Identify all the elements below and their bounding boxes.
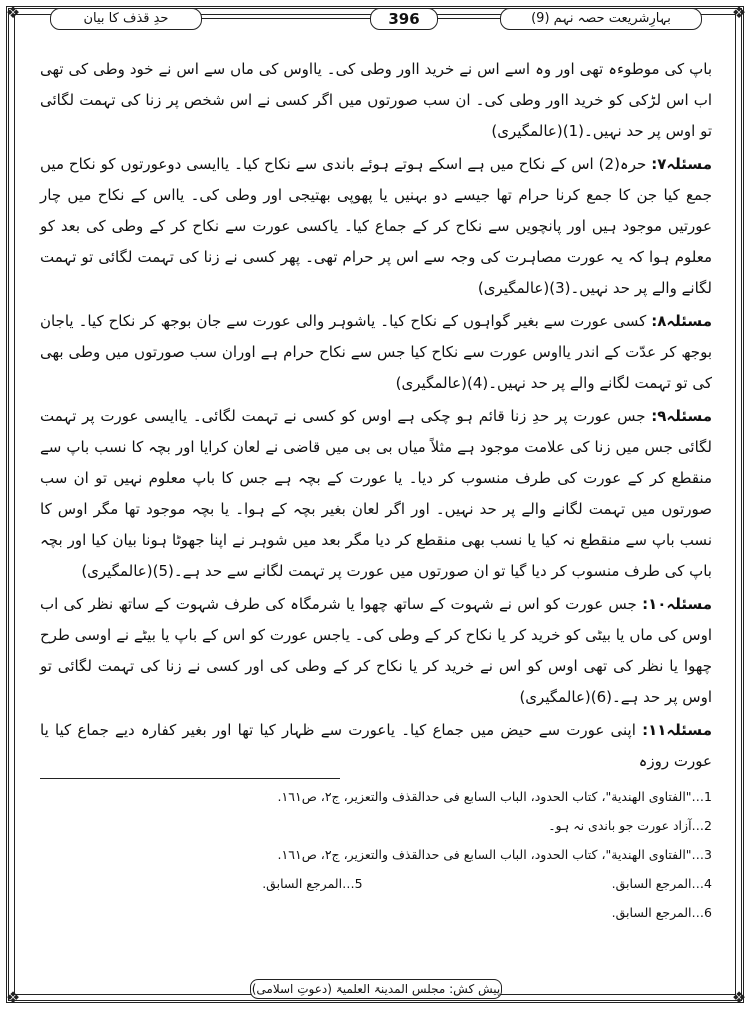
corner-ornament-top-right: ❖ [731, 3, 747, 22]
page-footer: پیش کش: مجلس المدینۃ العلمیۃ (دعوتِ اسلامی) [250, 979, 502, 999]
footnote-number: 5 [354, 876, 363, 891]
paragraph [40, 54, 712, 147]
footnote: 1…"الفتاوی الهندیة"، کتاب الحدود، الباب السابع فی حدالقذف والتعزیر، ج٢، ص١٦١. [277, 789, 712, 804]
paragraph-text: باپ کی موطوءہ تھی اور وہ اسے اس نے خرید ااور وطی کی۔ یااوس کی ماں سے اس نے خود وطی کی تھی اب اس لڑکی کو خرید ااور وطی کی۔ ان سب صورتوں میں اگر کسی نے اس شخص پر زنا کی تہمت لگائی تو اوس پر حد نہیں۔(1)(عالمگیری) [40, 60, 712, 140]
paragraph-text: اپنی عورت سے حیض میں جماع کیا۔ یاعورت سے ظہار کیا تھا اور بغیر کفارہ دیے جماع کیا یا عورت روزہ [40, 721, 712, 770]
main-text [40, 54, 712, 779]
paragraph-text: کسی عورت سے بغیر گواہوں کے نکاح کیا۔ یاشوہر والی عورت سے جان بوجھ کر نکاح کیا۔ یاجان بوجھ کر عدّت کے اندر یااوس عورت سے نکاح کیا جس سے نکاح حرام ہے اوران سب صورتوں میں وطی بھی کی تو تہمت لگانے والے پر حد نہیں۔(4)(عالمگیری) [40, 312, 712, 392]
footnote-separator [40, 778, 340, 779]
footnote-text: "الفتاوی الهندیة"، کتاب الحدود، الباب السابع فی حدالقذف والتعزیر، ج٢، ص١٦١. [277, 789, 692, 804]
paragraph-text: جس عورت پر حدِ زنا قائم ہو چکی ہے اوس کو کسی نے تہمت لگائی۔ یاایسی عورت پر تہمت لگائی جس میں زنا کی علامت موجود ہے مثلاً میاں بی بی میں قاضی نے لعان کرایا اور بچہ کا نسب باپ سے منقطع کر کے عورت کی طرف منسوب کر دیا۔ یا عورت کے بچہ ہے جس کا باپ معلوم نہیں تو ان سب صورتوں میں تہمت لگانے والے پر حد نہیں۔ اور اگر لعان بغیر بچہ کے ہوا۔ یا بچہ موجود تھا مگر اوس کا نسب باپ سے منقطع نہ کیا یا نسب بھی منقطع کر دیا مگر بعد میں شوہر نے اپنا جھوٹا ہونا بیان کیا اور بچہ باپ کی طرف منسوب کر دیا گیا تو ان صورتوں میں عورت پر تہمت لگانے سے حد ہے۔(5)(عالمگیری) [40, 407, 712, 580]
footnote: 5…المرجع السابق. [262, 876, 363, 891]
footnote-number: 2 [704, 818, 712, 833]
footnotes [40, 782, 712, 927]
footnote-number: 4 [704, 876, 712, 891]
footnote: 6…المرجع السابق. [611, 905, 712, 920]
paragraph [40, 306, 712, 399]
paragraph [40, 589, 712, 713]
paragraph [40, 149, 712, 304]
paragraph-text: جس عورت کو اس نے شہوت کے ساتھ چھوا یا شرمگاہ کی طرف شہوت کے ساتھ نظر کی اب اوس کی ماں یا بیٹی کو خرید کر یا نکاح کر کے وطی کی۔ یاجس عورت کو اس کے باپ یا بیٹے نے اوسی طرح چھوا یا نظر کی تھی اوس کو اس نے خرید کر یا نکاح کر کے وطی کی اور کسی نے زنا کی تہمت لگائی تو اوس پر حد ہے۔(6)(عالمگیری) [40, 595, 712, 706]
footnote-text: المرجع السابق. [611, 876, 692, 891]
footnote: 4…المرجع السابق. [611, 876, 712, 891]
chapter-title: حدِ قذف کا بیان [50, 8, 202, 30]
page-number: 396 [370, 8, 438, 30]
header-divider [436, 18, 502, 19]
footnote-row [40, 869, 712, 898]
footnote-number: 1 [704, 789, 712, 804]
footnote-text: "الفتاوی الهندیة"، کتاب الحدود، الباب السابع فی حدالقذف والتعزیر، ج٢، ص١٦١. [277, 847, 692, 862]
corner-ornament-bottom-left: ❖ [5, 988, 21, 1007]
header-divider [200, 18, 370, 19]
paragraph [40, 715, 712, 777]
page-header [50, 8, 702, 30]
footnote-text: آزاد عورت جو باندی نہ ہو۔ [548, 818, 692, 833]
book-title: بہارِشریعت حصہ نہم (9) [500, 8, 702, 30]
corner-ornament-bottom-right: ❖ [731, 988, 747, 1007]
masala-label: مسئلہ۱۱: [642, 721, 712, 739]
footnote-number: 6 [704, 905, 712, 920]
footnote-text: المرجع السابق. [611, 905, 692, 920]
footnote-number: 3 [704, 847, 712, 862]
footnote-text: المرجع السابق. [262, 876, 343, 891]
masala-label: مسئلہ۹: [651, 407, 712, 425]
masala-label: مسئلہ۸: [651, 312, 712, 330]
footnote: 3…"الفتاوی الهندیة"، کتاب الحدود، الباب السابع فی حدالقذف والتعزیر، ج٢، ص١٦١. [277, 847, 712, 862]
masala-label: مسئلہ۱۰: [642, 595, 712, 613]
paragraph-text: حرہ(2) اس کے نکاح میں ہے اسکے ہوتے ہوئے باندی سے نکاح کیا۔ یاایسی دوعورتوں کو نکاح میں جمع کیا جن کا جمع کرنا حرام تھا جیسے دو بہنیں یا پھوپی بھتیجی اور وطی کی۔ یااس کے نکاح میں چار عورتیں موجود ہیں اور پانچویں سے نکاح کر کے جماع کیا۔ یاکسی عورت سے نکاح کر کے وطی کی بعد کو معلوم ہوا کہ یہ عورت مصاہرت کی وجہ سے اس پر حرام تھی۔ پھر کسی نے زنا کی تہمت لگائی تو تہمت لگانے والے پر حد نہیں۔(3)(عالمگیری) [40, 155, 712, 297]
corner-ornament-top-left: ❖ [5, 3, 21, 22]
masala-label: مسئلہ۷: [651, 155, 712, 173]
footnote: 2…آزاد عورت جو باندی نہ ہو۔ [548, 818, 712, 833]
paragraph [40, 401, 712, 587]
